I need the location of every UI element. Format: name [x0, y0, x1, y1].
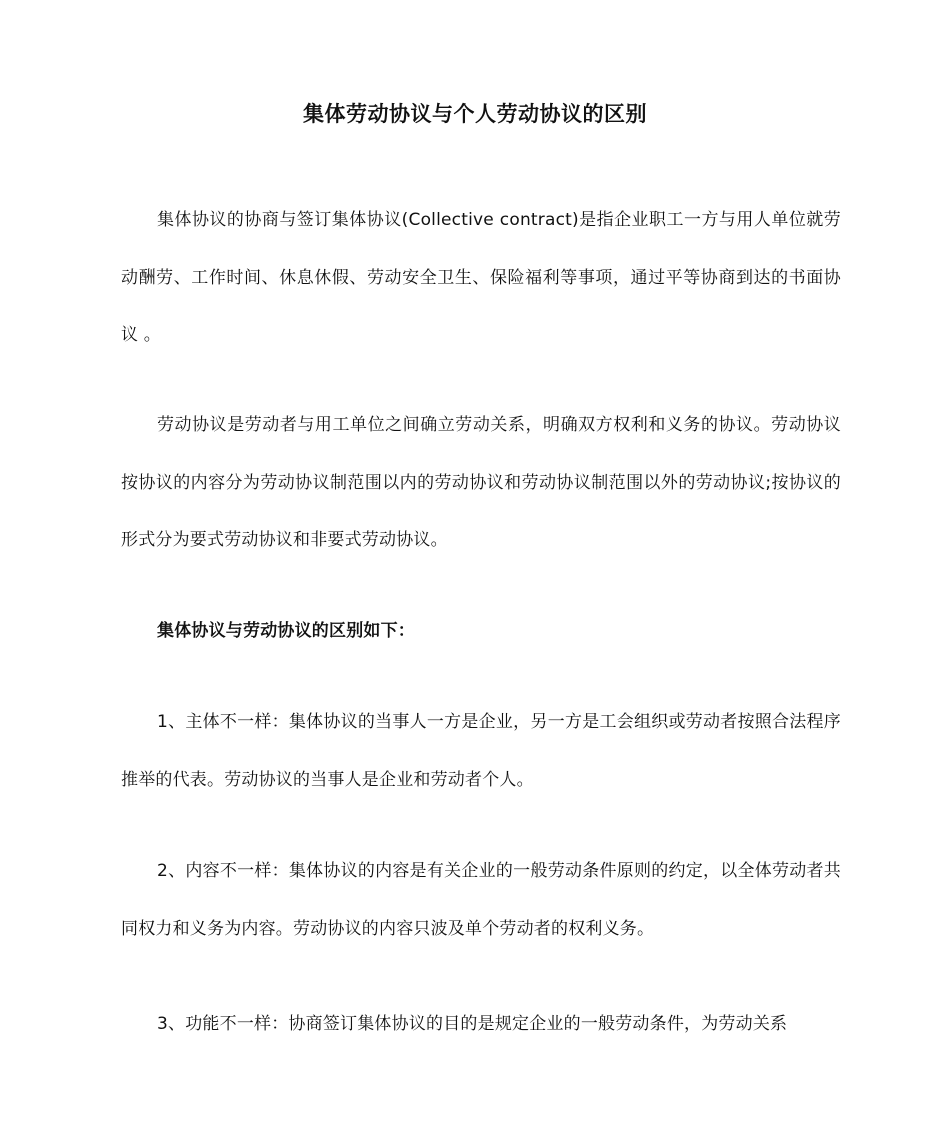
document-title: 集体劳动协议与个人劳动协议的区别 [303, 102, 647, 126]
paragraph-labor-contract-definition: 劳动协议是劳动者与用工单位之间确立劳动关系，明确双方权利和义务的协议。劳动协议按协议的内容分为劳动协议制范围以内的劳动协议和劳动协议制范围以外的劳动协议;按协议的形式分为要式劳动协议和非要式劳动协议。 [121, 415, 841, 550]
paragraph-difference-subject: 1、主体不一样：集体协议的当事人一方是企业，另一方是工会组织或劳动者按照合法程序推举的代表。劳动协议的当事人是企业和劳动者个人。 [121, 712, 841, 790]
paragraph-difference-content: 2、内容不一样：集体协议的内容是有关企业的一般劳动条件原则的约定，以全体劳动者共同权力和义务为内容。劳动协议的内容只波及单个劳动者的权利义务。 [121, 861, 841, 939]
paragraph-collective-contract-definition: 集体协议的协商与签订集体协议(Collective contract)是指企业职工一方与用人单位就劳动酬劳、工作时间、休息休假、劳动安全卫生、保险福利等事项，通过平等协商到达的书面协议 。 [121, 210, 841, 345]
paragraph-difference-function: 3、功能不一样：协商签订集体协议的目的是规定企业的一般劳动条件，为劳动关系 [157, 1014, 788, 1034]
section-heading-differences: 集体协议与劳动协议的区别如下： [157, 621, 415, 641]
